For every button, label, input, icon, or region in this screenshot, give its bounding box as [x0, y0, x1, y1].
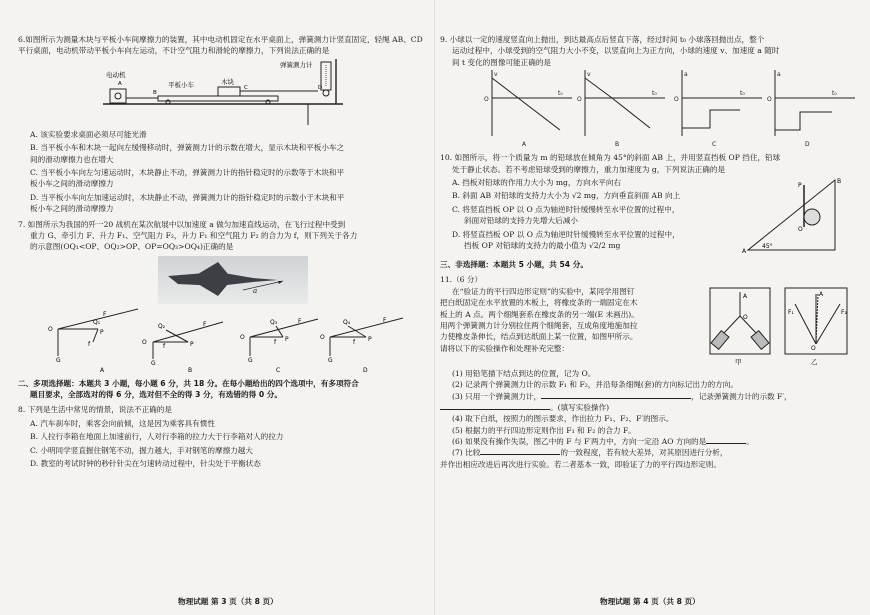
svg-text:O: O [767, 96, 772, 104]
page-footer-right: 物理试题 第 4 页（共 8 页） [600, 597, 700, 606]
svg-text:F: F [298, 317, 302, 325]
svg-text:A: A [100, 366, 105, 374]
svg-text:t₀: t₀ [558, 90, 563, 98]
question-10-option-a[interactable]: A. 挡板对铅球的作用力大小为 mg，方向水平向右 [452, 177, 622, 187]
question-11-figures [705, 286, 855, 368]
svg-text:O: O [798, 225, 803, 233]
svg-text:Q₃: Q₃ [270, 318, 278, 326]
question-11: 11.（6 分） 在“验证力的平行四边形定则”的实验中，某同学用图钉 把白纸固定在水平放置的木板上，将橡皮条的一端固定在木 板上的 A 点。两个细绳套系在橡皮条的另一端(E 未画出)。 用两个弹簧测力计分别拉住两个细绳套，互成角度地施加拉 力使橡皮条伸长，结点到达纸面上某一位置，如图甲所示。 请将以下的实验操作和处理补充完整： A O 甲 A O F₁ F₂ 乙 (1) 用铅笔描下结点到达的位置，记为 O。 (2) 记录两个弹簧测力计的示数 F₁ 和 F₂，并沿每条细绳(套)的方向标记出力的方向。 (3) 只用一个弹簧测力计， ，记录弹簧测力计的示数 F′， 。(填写实验操作) (4) 取下白纸，按照力的图示要求，作出拉力 F₁、F₂、F′的图示。 (5) 根据力的平行四边形定则作出 F₁ 和 F₂ 的合力 F。 (6) 如果没有操作失误，图乙中的 F 与 F′两力中，方向一定沿 AO 方向的是 。 (7) 比较 的一致程度，若有较大差异，对其原因进行分析， 并作出相应改进后再次进行实验。若二者基本一致，即验证了力的平行四边形定则。 [440, 274, 855, 470]
svg-text:F: F [103, 310, 107, 318]
svg-text:A: A [819, 290, 824, 298]
question-7-force-diagrams [18, 304, 430, 374]
svg-text:v: v [494, 71, 498, 79]
right-column [440, 0, 855, 615]
spring-scale-label: 弹簧测力计 [280, 60, 313, 69]
page-footer-left: 物理试题 第 3 页（共 8 页） [178, 597, 278, 606]
svg-text:C: C [712, 141, 717, 149]
svg-text:D: D [318, 84, 323, 91]
question-10-figure [740, 175, 840, 255]
svg-text:t₀: t₀ [652, 90, 657, 98]
question-6-option-b[interactable]: B. 当平板小车和木块一起向左缓慢移动时，弹簧测力计的示数在增大，显示木块和平板小车之 [30, 143, 345, 153]
svg-text:Q₂: Q₂ [158, 322, 166, 330]
question-6-stem: 6.如图所示为测量木块与平板小车间摩擦力的装置，其中电动机固定在水平桌面上，弹簧测力计竖直固定，轻绳 AB、CD 平行桌面，电动机带动平板小车向左运动，不计空气阻力和滑轮的摩擦力，下列说法正确的是 [18, 35, 423, 56]
question-8-option-a[interactable]: A. 汽车刹车时，乘客会向前倾，这是因为乘客具有惯性 [30, 418, 215, 428]
svg-text:A: A [522, 141, 527, 149]
question-6: 6.如图所示为测量木块与平板小车间摩擦力的装置，其中电动机固定在水平桌面上，弹簧测力计竖直固定，轻绳 AB、CD 平行桌面，电动机带动平板小车向左运动，不计空气阻力和滑轮的摩擦力，下列说法正确的是 电动机 A B 平板小车 木块 C D 弹簧测力计 A. 该实验要求桌面必须尽可能光滑 B. 当平板小车和木块一起向左缓慢移动时，弹簧测力计的示数在增大，显示木块和平板小车之 间的滑动摩擦力也在增大 C. 当平板小车向左匀速运动时，木块静止不动，弹簧测力计的指针稳定时的示数等于木块和平 板小车之间的滑动摩擦力 D. 当平板小车向左加速运动时，木块静止不动，弹簧测力计的指针稳定时的示数小于木块和平 板小车之间的滑动摩擦力 [18, 34, 430, 215]
svg-text:v: v [587, 71, 591, 79]
svg-text:f: f [353, 338, 356, 346]
svg-text:a: a [684, 71, 688, 79]
question-10-option-b[interactable]: B. 斜面 AB 对铅球的支持力大小为 √2 mg，方向垂直斜面 AB 向上 [452, 191, 681, 201]
left-column [18, 0, 430, 615]
block-label: 木块 [221, 77, 234, 86]
svg-text:D: D [805, 141, 810, 149]
question-10: 10. 如图所示，将一个质量为 m 的铅球放在倾角为 45°的斜面 AB 上，并用竖直挡板 OP 挡住，铅球 处于静止状态。若不考虑铅球受到的摩擦力，重力加速度为 g，下列说法正确的是 A. 挡板对铅球的作用力大小为 mg，方向水平向右 B. 斜面 AB 对铅球的支持力大小为 √2 mg，方向垂直斜面 AB 向上 C. 将竖直挡板 OP 以 O 点为轴逆时针缓慢转至水平位置的过程中， 斜面对铅球的支持力先增大后减小 D. 将竖直挡板 OP 以 O 点为轴逆时针缓慢转至水平位置的过程中， 挡板 OP 对铅球的支持力的最小值为 √2/2 mg P O B A 45° [440, 153, 842, 255]
svg-text:O: O [811, 344, 816, 352]
svg-text:G: G [151, 359, 156, 367]
figure-jia-label: 甲 [735, 357, 742, 366]
svg-text:O: O [743, 313, 748, 321]
question-8: 8. 下列是生活中常见的情景，说法不正确的是 A. 汽车刹车时，乘客会向前倾，这是因为乘客具有惯性 B. 人拉行李箱在地面上加速前行，人对行李箱的拉力大于行李箱对人的拉力 C. 小明同学竖直握住钢笔不动，握力越大，手对钢笔的摩擦力越大 D. 教室的考试时钟的秒针针尖在匀速转动过程中，针尖处于平衡状态 [18, 404, 430, 469]
jet-icon [158, 256, 308, 304]
svg-text:G: G [56, 356, 61, 364]
acceleration-label: a [253, 286, 258, 295]
svg-text:O: O [142, 338, 147, 346]
svg-text:A: A [743, 292, 748, 300]
svg-text:F: F [203, 320, 207, 328]
svg-text:F₁: F₁ [788, 308, 794, 316]
svg-text:Q₄: Q₄ [343, 318, 351, 326]
blank-7[interactable] [480, 454, 560, 455]
svg-text:O: O [320, 333, 325, 341]
motor-label: 电动机 [106, 70, 126, 79]
svg-text:t₀: t₀ [832, 90, 837, 98]
svg-text:P: P [100, 328, 104, 336]
svg-text:G: G [328, 356, 333, 364]
svg-text:P: P [285, 335, 289, 343]
question-8-option-d[interactable]: D. 教室的考试时钟的秒针针尖在匀速转动过程中，针尖处于平衡状态 [30, 459, 261, 469]
question-8-option-b[interactable]: B. 人拉行李箱在地面上加速前行，人对行李箱的拉力大于行李箱对人的拉力 [30, 432, 284, 442]
svg-text:O: O [577, 96, 582, 104]
svg-text:f: f [163, 342, 166, 350]
question-9: 9. 小球以一定的速度竖直向上抛出，到达最高点后竖直下落，经过时间 t₀ 小球落回抛出点，整个 运动过程中，小球受到的空气阻力大小不变，以竖直向上为正方向，小球的速度 v、加速度 a 随时 间 t 变化的图像可能正确的是 O v t₀ O v t₀ O a t₀ O a t₀ A B C D [440, 34, 855, 148]
question-10-option-d[interactable]: D. 将竖直挡板 OP 以 O 点为轴逆时针缓慢转至水平位置的过程中， [452, 229, 680, 239]
question-9-graphs [440, 68, 855, 148]
svg-text:P: P [190, 340, 194, 348]
svg-text:B: B [837, 177, 842, 185]
column-divider [434, 0, 435, 615]
svg-text:f: f [274, 338, 277, 346]
svg-text:f: f [88, 340, 91, 348]
svg-text:A: A [742, 247, 747, 255]
blank-6[interactable] [706, 443, 746, 444]
svg-text:t₀: t₀ [740, 90, 745, 98]
svg-text:B: B [188, 366, 193, 374]
question-10-option-c[interactable]: C. 将竖直挡板 OP 以 O 点为轴逆时针缓慢转至水平位置的过程中， [452, 204, 680, 214]
svg-text:F₂: F₂ [841, 308, 847, 316]
svg-text:G: G [248, 356, 253, 364]
cart-label: 平板小车 [168, 80, 194, 89]
svg-text:P: P [368, 335, 372, 343]
svg-text:O: O [240, 333, 245, 341]
svg-text:B: B [153, 89, 157, 96]
svg-text:P: P [798, 181, 802, 189]
svg-text:C: C [276, 366, 281, 374]
jet-photo [158, 256, 308, 304]
question-6-option-d[interactable]: D. 当平板小车向左加速运动时，木块静止不动，弹簧测力计的指针稳定时的示数小于木块和平 [30, 192, 345, 202]
section-3-heading: 三、非选择题：本题共 5 小题，共 54 分。 [440, 259, 588, 269]
section-2-heading: 二、多项选择题：本题共 3 小题，每小题 6 分，共 18 分。在每小题给出的四个选项中，有多项符合 题目要求，全部选对的得 6 分，选对但不全的得 3 分，有选错的得 0 分。 [18, 378, 359, 400]
question-8-option-c[interactable]: C. 小明同学竖直握住钢笔不动，握力越大，手对钢笔的摩擦力越大 [30, 445, 253, 455]
angle-label: 45° [762, 242, 773, 250]
svg-text:B: B [615, 141, 620, 149]
question-7: 7. 如图所示为我国的歼一20 战机在某次航展中以加速度 a 做匀加速直线运动，在飞行过程中受到 重力 G、牵引力 F、升力 F₁、空气阻力 F₂，升力 F₁ 和空气阻力 F₂ 的合力为 f，则下列关于各力 的示意图(OQ₁<OP、OQ₂>OP、OP=OQ₃>OQ₄)正确的是 a O G Q₁ P f F A O G Q₂ P f F B O G Q₃ P f F C O G Q₄ P f F D [18, 219, 430, 374]
svg-text:Q₁: Q₁ [93, 318, 101, 326]
svg-text:O: O [484, 96, 489, 104]
figure-yi-label: 乙 [811, 357, 818, 366]
svg-text:D: D [363, 366, 368, 374]
question-6-option-a[interactable]: A. 该实验要求桌面必须尽可能光滑 [30, 129, 147, 139]
svg-text:O: O [48, 325, 53, 333]
blank-3b[interactable] [440, 409, 550, 410]
svg-text:C: C [244, 84, 248, 91]
blank-3a[interactable] [541, 398, 691, 399]
svg-text:A: A [118, 80, 122, 87]
svg-text:F: F [383, 316, 387, 324]
question-6-option-c[interactable]: C. 当平板小车向左匀速运动时，木块静止不动，弹簧测力计的指针稳定时的示数等于木块和平 [30, 167, 345, 177]
svg-text:O: O [674, 96, 679, 104]
svg-text:a: a [777, 71, 781, 79]
question-6-figure [18, 57, 430, 127]
